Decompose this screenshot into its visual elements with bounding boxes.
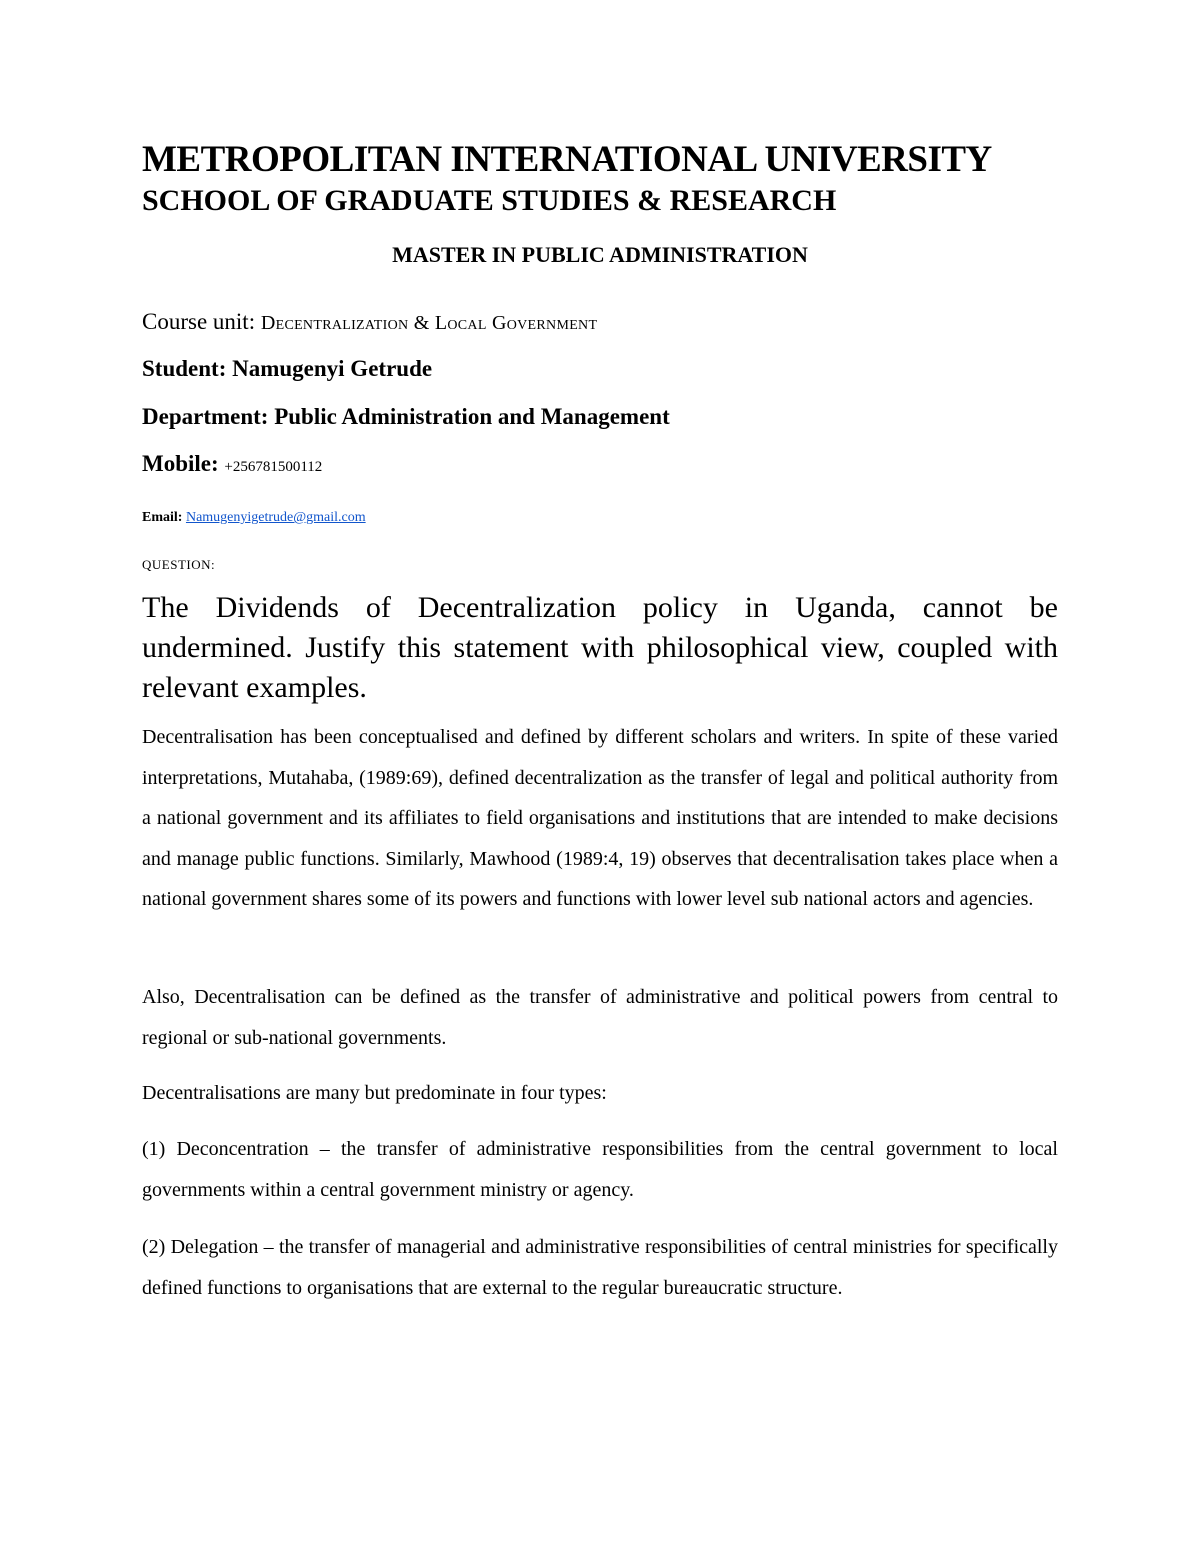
question-line-rest: undermined. Justify this statement with philosophical view, coupled with relevant examples. xyxy=(142,631,1058,704)
email-label: Email: xyxy=(142,510,183,525)
student-line xyxy=(142,356,432,382)
school-title: SCHOOL OF GRADUATE STUDIES & RESEARCH xyxy=(142,184,837,217)
course-unit-label: Course unit: xyxy=(142,309,256,334)
question-label: QUESTION: xyxy=(142,557,216,572)
department-line xyxy=(142,404,670,430)
student-label: Student: xyxy=(142,356,227,381)
mobile-label: Mobile: xyxy=(142,451,219,476)
department-label: Department: xyxy=(142,404,269,429)
paragraph-also: Also, Decentralisation can be defined as the transfer of administrative and political powers from central to regional or sub-national governments. xyxy=(142,986,1058,1049)
paragraph-delegation: (2) Delegation – the transfer of managerial and administrative responsibilities of central ministries for specifically defined functions to organisations that are external to the regular bureaucratic structure. xyxy=(142,1236,1058,1299)
mobile-line xyxy=(142,451,322,477)
course-unit-value: Decentralization & Local Government xyxy=(260,312,598,334)
email-line xyxy=(142,510,366,526)
program-title: MASTER IN PUBLIC ADMINISTRATION xyxy=(392,242,808,267)
mobile-number: +256781500112 xyxy=(224,459,323,475)
student-name: Namugenyi Getrude xyxy=(232,356,433,381)
email-link[interactable]: Namugenyigetrude@gmail.com xyxy=(185,510,366,525)
paragraph-definition: Decentralisation has been conceptualised and defined by different scholars and writers. In spite of these varied interpretations, Mutahaba, (1989:69), defined decentralization as the transfer of legal and political authority from a national government and its affiliates to field organisations and institutions that are intended to make decisions and manage public functions. Similarly, Mawhood (1989:4, 19) observes that decentralisation takes place when a national government shares some of its powers and functions with lower level sub national actors and agencies. xyxy=(142,726,1058,910)
paragraph-types-intro: Decentralisations are many but predominate in four types: xyxy=(142,1082,607,1104)
paragraph-deconcentration: (1) Deconcentration – the transfer of administrative responsibilities from the central government to local governments within a central government ministry or agency. xyxy=(142,1138,1058,1201)
question-text xyxy=(142,588,1058,708)
question-line-1: The Dividends of Decentralization policy in Uganda, cannot be xyxy=(142,591,1058,624)
department-value: Public Administration and Management xyxy=(274,404,670,429)
university-title: METROPOLITAN INTERNATIONAL UNIVERSITY xyxy=(142,139,992,180)
course-unit-line xyxy=(142,309,597,335)
